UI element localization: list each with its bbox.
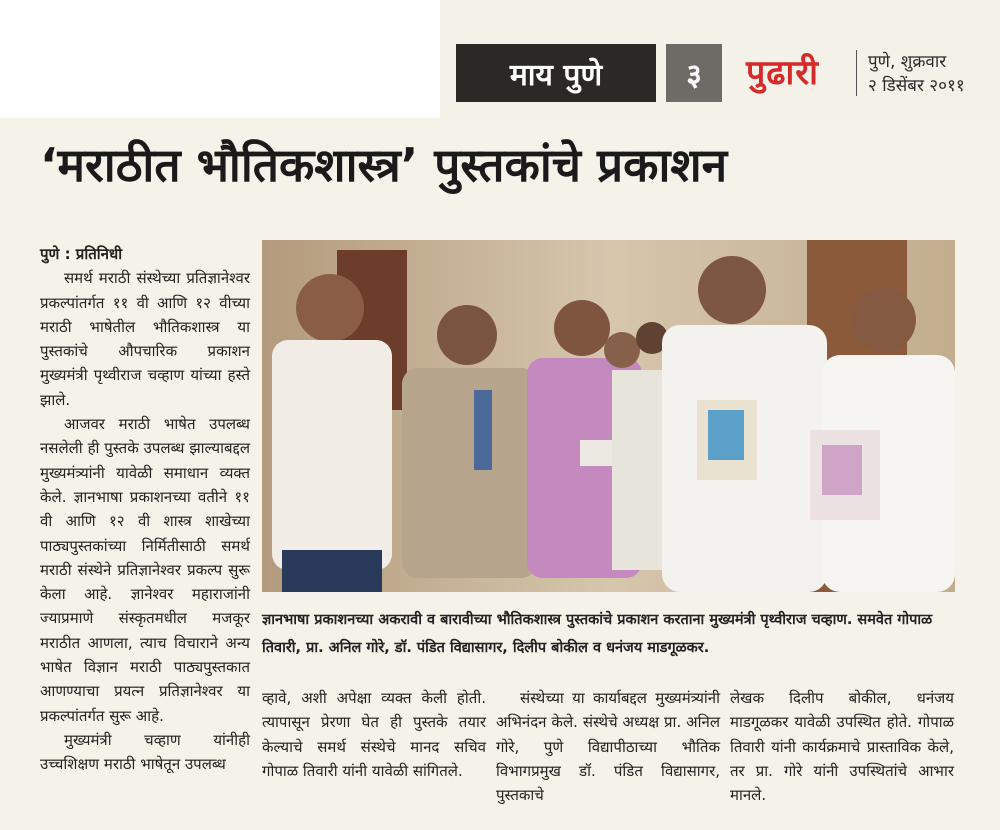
paragraph-4: व्हावे, अशी अपेक्षा व्यक्त केली होती. त्यापासून प्रेरणा घेत ही पुस्तके तयार केल्याचे समर्थ संस्थेचे मानद सचिव गोपाळ तिवारी यांनी यावेळी सांगितले.: [262, 689, 486, 780]
article-column-4: [730, 686, 954, 807]
article-column-2: [262, 686, 486, 783]
article-column-1: [40, 242, 250, 777]
page-number: ३: [666, 44, 722, 102]
newspaper-logo: पुढारी: [746, 53, 819, 93]
masthead-divider: [856, 50, 857, 96]
paragraph-6: लेखक दिलीप बोकील, धनंजय माडगूळकर यावेळी उपस्थित होते. गोपाळ तिवारी यांनी कार्यक्रमाचे प्रास्ताविक केले, तर प्रा. गोरे यांनी उपस्थितांचे आभार मानले.: [730, 689, 954, 805]
paragraph-1: समर्थ मराठी संस्थेच्या प्रतिज्ञानेश्वर प्रकल्पांतर्गत ११ वी आणि १२ वीच्या मराठी भाषेतील भौतिकशास्त्र या पुस्तकांचे औपचारिक प्रकाशन मुख्यमंत्री पृथ्वीराज चव्हाण यांच्या हस्ते झाले.: [40, 269, 250, 409]
paragraph-5: संस्थेच्या या कार्याबद्दल मुख्यमंत्र्यांनी अभिनंदन केले. संस्थेचे अध्यक्ष प्रा. अनिल गोरे, पुणे विद्यापीठाच्या भौतिक विभागप्रमुख डॉ. पंडित विद्यासागर, पुस्तकाचे: [496, 689, 720, 805]
photo-illustration: [262, 240, 955, 592]
photo-caption: ज्ञानभाषा प्रकाशनच्या अकरावी व बारावीच्या भौतिकशास्त्र पुस्तकांचे प्रकाशन करताना मुख्यमंत्री पृथ्वीराज चव्हाण. समवेत गोपाळ तिवारी, प्रा. अनिल गोरे, डॉ. पंडित विद्यासागर, दिलीप बोकील व धनंजय माडगूळकर.: [262, 612, 933, 656]
headline: ‘मराठीत भौतिकशास्त्र’ पुस्तकांचे प्रकाशन: [40, 138, 728, 192]
section-title: माय पुणे: [456, 44, 656, 102]
masthead-date: [868, 50, 965, 98]
dateline: पुणे : प्रतिनिधी: [40, 245, 123, 263]
article-column-3: [496, 686, 720, 807]
masthead: [456, 44, 1000, 102]
issue-date: २ डिसेंबर २०११: [868, 76, 965, 96]
paragraph-2: आजवर मराठी भाषेत उपलब्ध नसलेली ही पुस्तके उपलब्ध झाल्याबद्दल मुख्यमंत्र्यांनी यावेळी समाधान व्यक्त केले. ज्ञानभाषा प्रकाशनच्या वतीने ११ वी आणि १२ वी शास्त्र शाखेच्या पाठ्यपुस्तकांच्या निर्मितीसाठी समर्थ मराठी संस्थेने प्रतिज्ञानेश्वर प्रकल्प सुरू केला आहे. ज्ञानेश्वर महाराजांनी ज्याप्रमाणे संस्कृतमधील मजकूर मराठीत आणला, त्याच विचाराने अन्य भाषेत विज्ञान मराठी पाठ्यपुस्तकात आणण्याचा प्रयत्न प्रतिज्ञानेश्वर या प्रकल्पांतर्गत सुरू आहे.: [40, 415, 250, 725]
news-photo: [262, 240, 955, 592]
city-day: पुणे, शुक्रवार: [868, 52, 947, 72]
paragraph-3: मुख्यमंत्री चव्हाण यांनीही उच्चशिक्षण मराठी भाषेतून उपलब्ध: [40, 730, 250, 774]
